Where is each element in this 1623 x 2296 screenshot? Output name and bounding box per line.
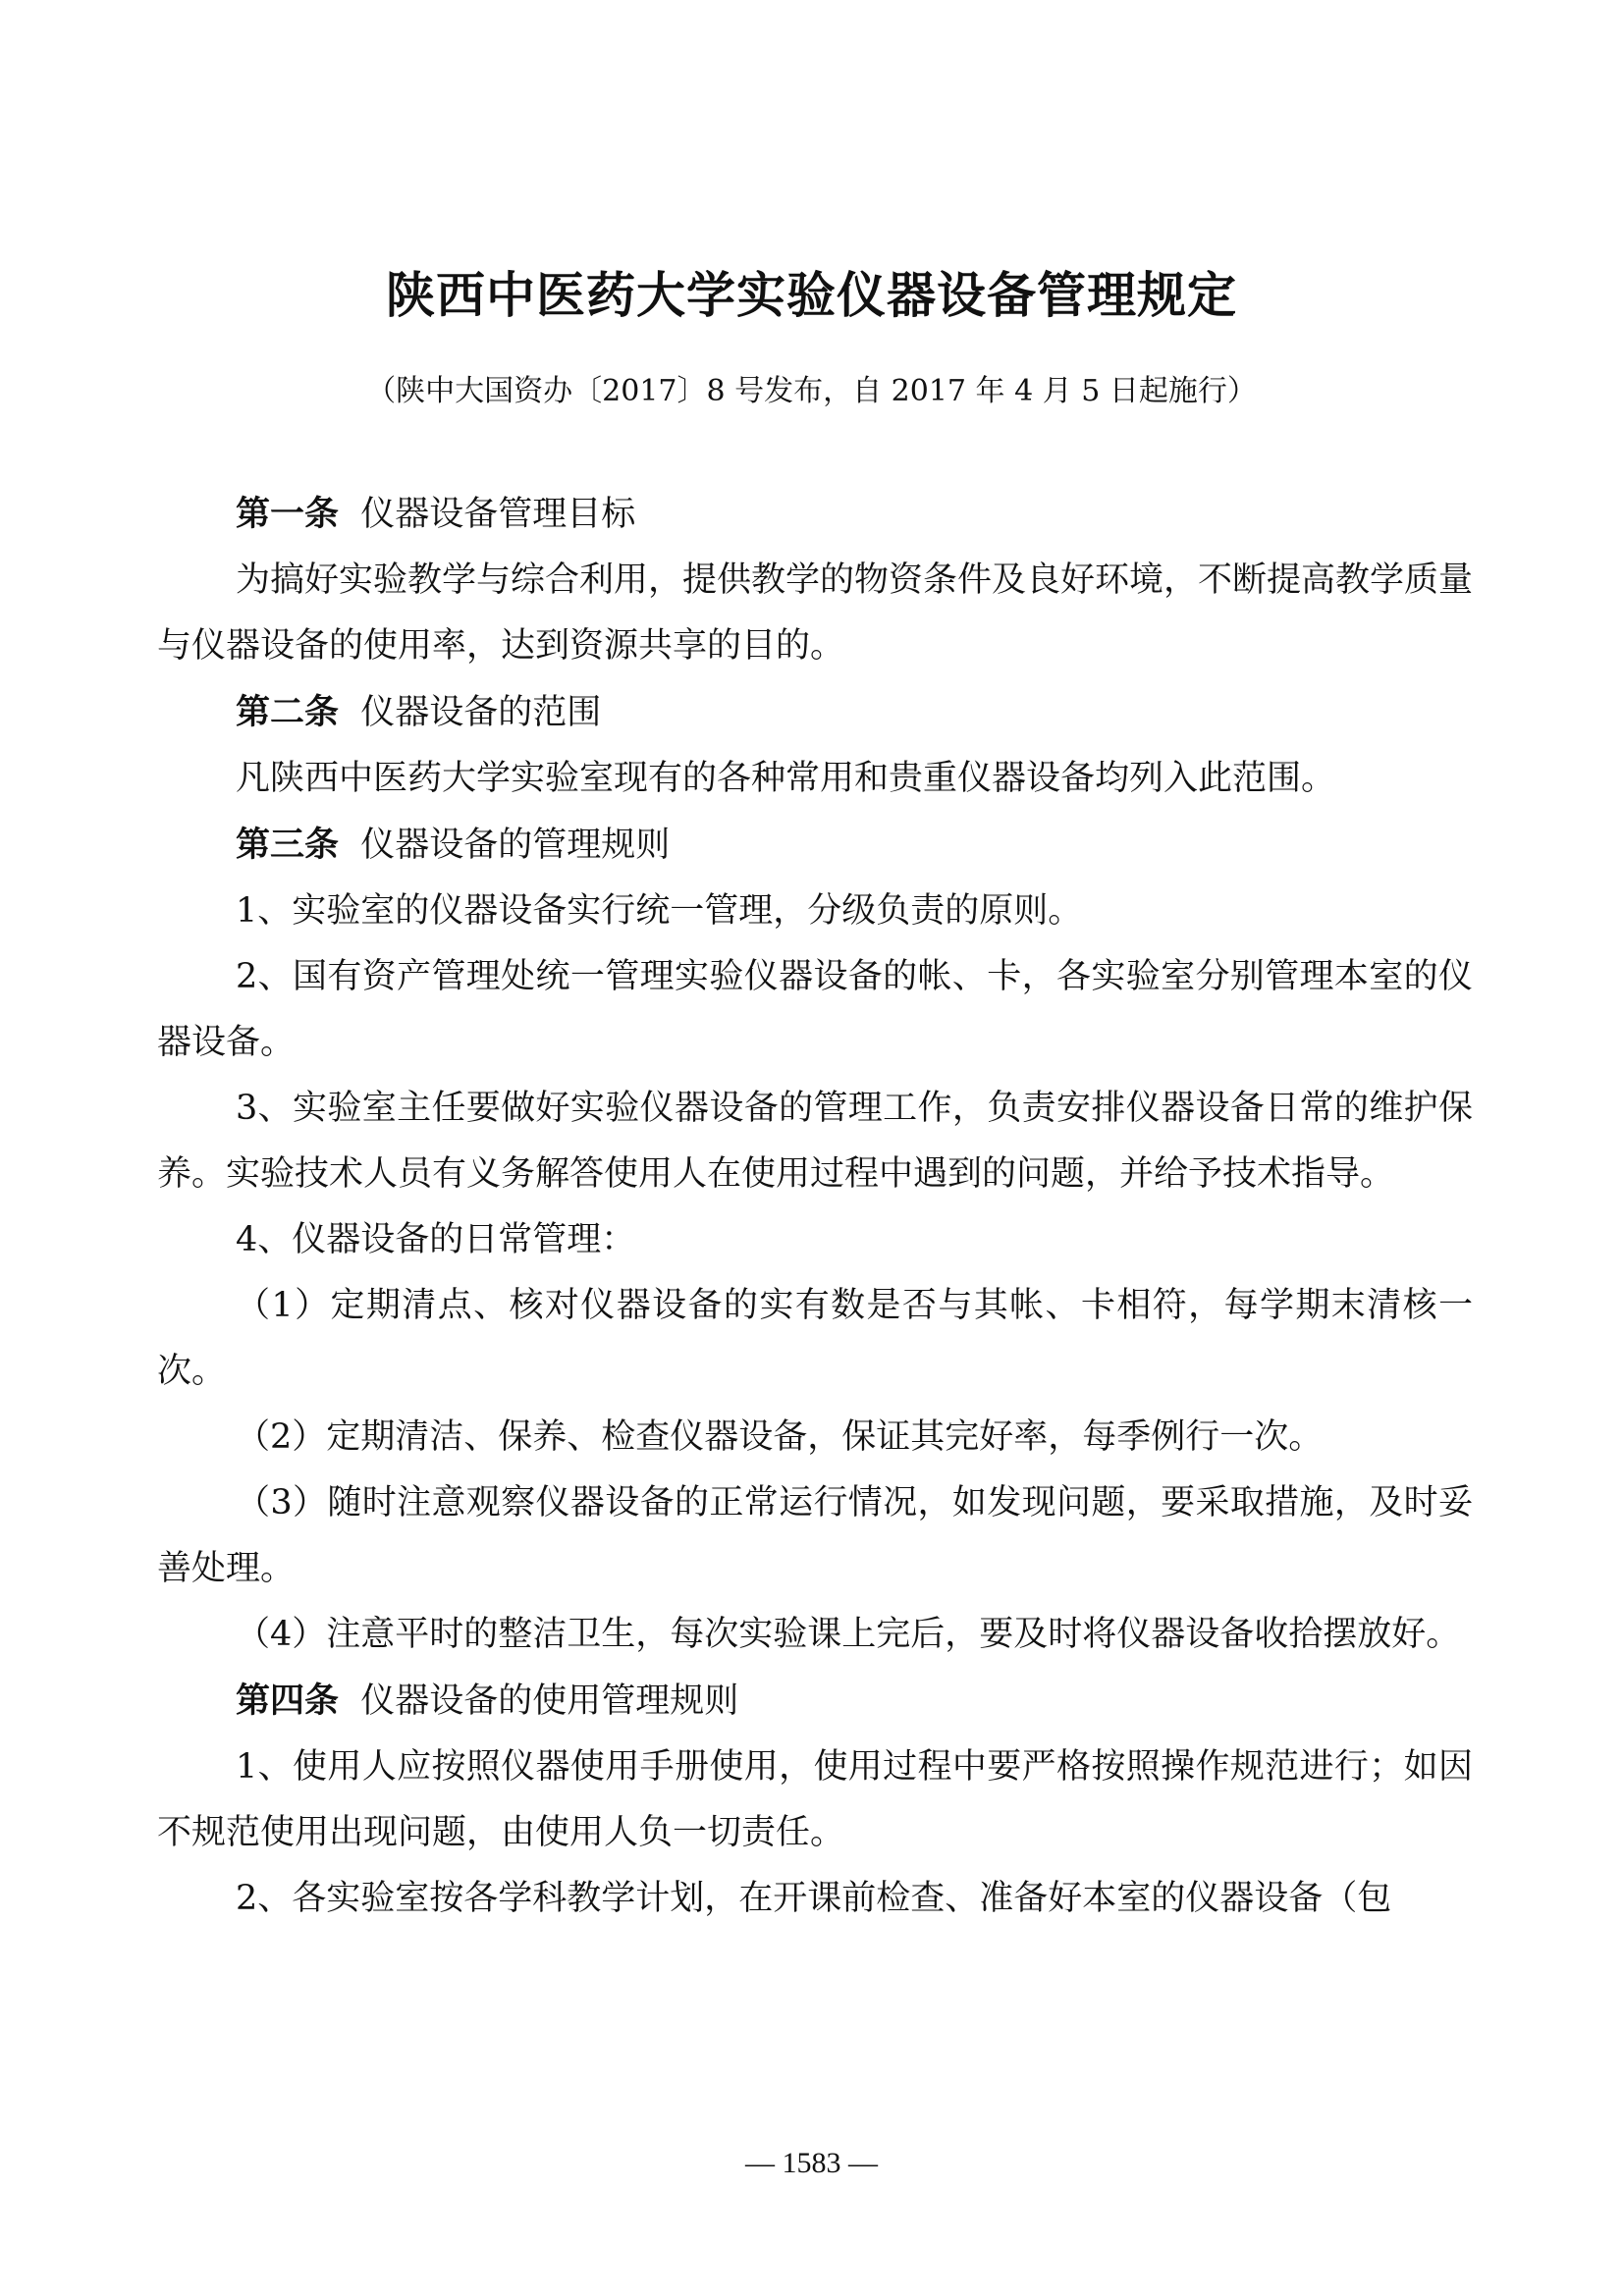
paragraph: 1、使用人应按照仪器使用手册使用，使用过程中要严格按照操作规范进行；如因不规范使用出现问题，由使用人负一切责任。 bbox=[157, 1747, 1473, 1852]
paragraph: 为搞好实验教学与综合利用，提供教学的物资条件及良好环境，不断提高教学质量与仪器设备的使用率，达到资源共享的目的。 bbox=[157, 561, 1474, 666]
paragraph: 2、各实验室按各学科教学计划，在开课前检查、准备好本室的仪器设备（包 bbox=[236, 1879, 1392, 1918]
paragraph: 凡陕西中医药大学实验室现有的各种常用和贵重仪器设备均列入此范围。 bbox=[236, 759, 1336, 798]
article-title: 仪器设备的管理规则 bbox=[360, 826, 671, 865]
document-subtitle: （陕中大国资办〔2017〕8 号发布，自 2017 年 4 月 5 日起施行） bbox=[366, 374, 1257, 408]
article-title: 仪器设备的使用管理规则 bbox=[360, 1682, 739, 1721]
article-label: 第四条 bbox=[236, 1681, 340, 1721]
page-title: 陕西中医药大学实验仪器设备管理规定 bbox=[386, 266, 1237, 324]
article-label: 第三条 bbox=[236, 825, 340, 865]
paragraph: 4、仪器设备的日常管理： bbox=[236, 1220, 636, 1259]
paragraph: （2）定期清洁、保养、检查仪器设备，保证其完好率，每季例行一次。 bbox=[236, 1417, 1324, 1457]
paragraph: 3、实验室主任要做好实验仪器设备的管理工作，负责安排仪器设备日常的维护保养。实验技术人员有义务解答使用人在使用过程中遇到的问题，并给予技术指导。 bbox=[157, 1089, 1473, 1194]
article-title: 仪器设备的范围 bbox=[360, 693, 602, 732]
page-number: — 1583 — bbox=[745, 2147, 878, 2179]
article-heading bbox=[157, 481, 1473, 548]
article-title: 仪器设备管理目标 bbox=[360, 495, 636, 534]
article-label: 第一条 bbox=[236, 494, 340, 534]
paragraph: （1）定期清点、核对仪器设备的实有数是否与其帐、卡相符，每学期末清核一次。 bbox=[157, 1286, 1473, 1391]
paragraph: 1、实验室的仪器设备实行统一管理，分级负责的原则。 bbox=[236, 891, 1083, 931]
paragraph: 2、国有资产管理处统一管理实验仪器设备的帐、卡，各实验室分别管理本室的仪器设备。 bbox=[157, 957, 1473, 1062]
document-body bbox=[157, 481, 1473, 1932]
article-label: 第二条 bbox=[236, 692, 340, 732]
paragraph: （4）注意平时的整洁卫生，每次实验课上完后，要及时将仪器设备收拾摆放好。 bbox=[236, 1615, 1461, 1654]
article-heading bbox=[157, 812, 1473, 879]
paragraph: （3）随时注意观察仪器设备的正常运行情况，如发现问题，要采取措施，及时妥善处理。 bbox=[157, 1483, 1473, 1588]
article-heading bbox=[157, 1668, 1473, 1735]
article-heading bbox=[157, 679, 1473, 746]
